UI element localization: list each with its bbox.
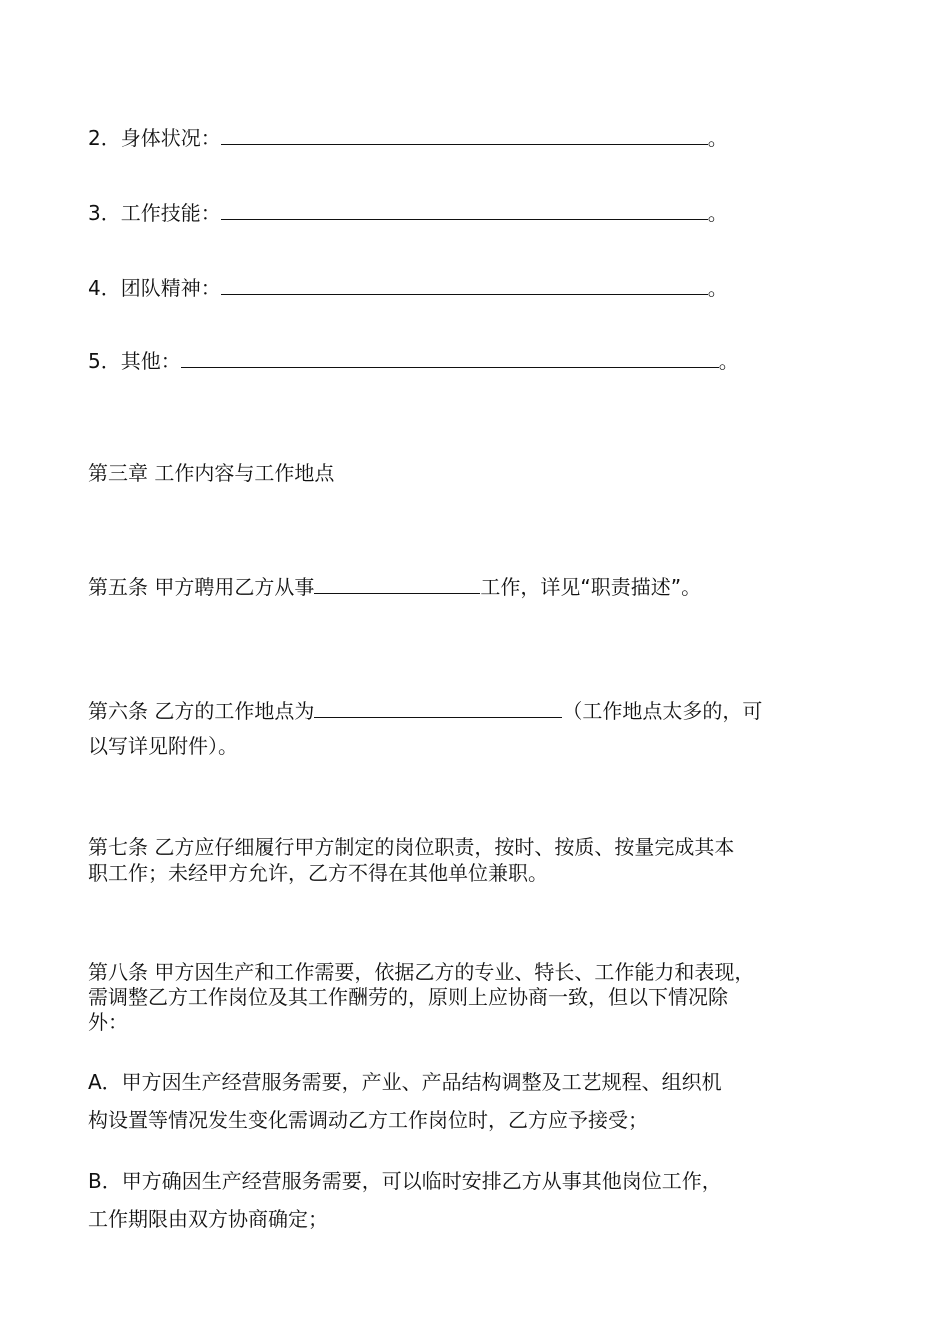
item-end: 。 xyxy=(707,126,728,150)
item-b-line2: 工作期限由双方协商确定； xyxy=(88,1207,328,1231)
item-a-line2: 构设置等情况发生变化需调动乙方工作岗位时，乙方应予接受； xyxy=(88,1108,648,1132)
item-label: 4．团队精神： xyxy=(88,276,221,300)
fill-blank[interactable] xyxy=(221,199,708,220)
article-5 xyxy=(88,573,701,599)
fill-blank[interactable] xyxy=(314,697,562,718)
article-8-line3: 外： xyxy=(88,1010,128,1034)
item-end: 。 xyxy=(707,276,728,300)
item-b-line1: B．甲方确因生产经营服务需要，可以临时安排乙方从事其他岗位工作， xyxy=(88,1169,722,1193)
item-label: 2．身体状况： xyxy=(88,126,221,150)
article-8-line2: 需调整乙方工作岗位及其工作酬劳的，原则上应协商一致，但以下情况除 xyxy=(88,985,728,1009)
article-6-text: 第六条 乙方的工作地点为 xyxy=(88,699,315,723)
item-work-skills xyxy=(88,199,728,225)
article-6-text-end: （工作地点太多的，可 xyxy=(562,699,763,723)
fill-blank[interactable] xyxy=(314,573,480,594)
article-5-text: 第五条 甲方聘用乙方从事 xyxy=(88,575,315,599)
item-physical-condition xyxy=(88,124,728,150)
item-end: 。 xyxy=(718,349,739,373)
item-label: 5．其他： xyxy=(88,349,181,373)
article-7-line1: 第七条 乙方应仔细履行甲方制定的岗位职责，按时、按质、按量完成其本 xyxy=(88,835,735,859)
chapter-heading: 第三章 工作内容与工作地点 xyxy=(88,461,335,485)
item-a-line1: A．甲方因生产经营服务需要，产业、产品结构调整及工艺规程、组织机 xyxy=(88,1070,722,1094)
item-end: 。 xyxy=(707,201,728,225)
item-other xyxy=(88,347,739,373)
article-8-line1: 第八条 甲方因生产和工作需要，依据乙方的专业、特长、工作能力和表现， xyxy=(88,960,755,984)
fill-blank[interactable] xyxy=(221,274,708,295)
article-6-line2: 以写详见附件）。 xyxy=(88,734,238,758)
article-5-text-end: 工作，详见“职责描述”。 xyxy=(480,575,702,599)
fill-blank[interactable] xyxy=(181,347,719,368)
fill-blank[interactable] xyxy=(221,124,708,145)
item-label: 3．工作技能： xyxy=(88,201,221,225)
article-7-line2: 职工作；未经甲方允许，乙方不得在其他单位兼职。 xyxy=(88,861,548,885)
item-team-spirit xyxy=(88,274,728,300)
article-6 xyxy=(88,697,762,723)
